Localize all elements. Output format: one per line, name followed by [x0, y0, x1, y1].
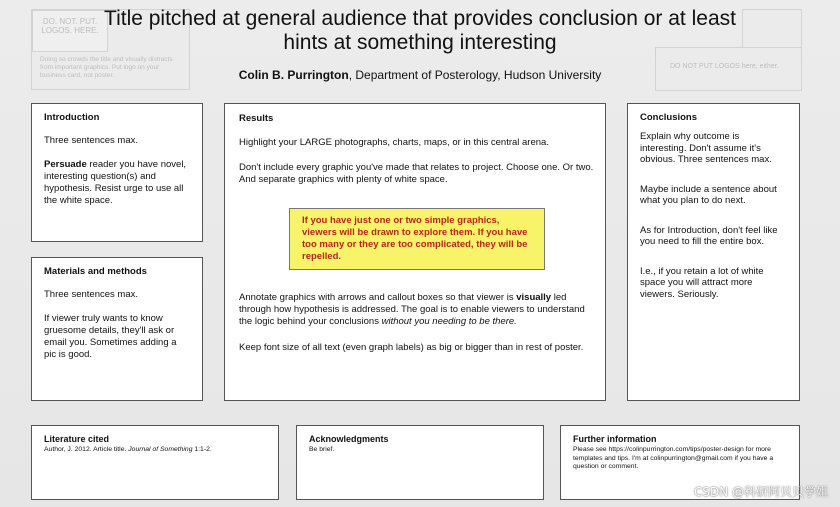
results-text-2: Don't include every graphic you've made that relates to project. Choose one. Or two. And separate graphics with plenty of white space. — [239, 162, 594, 185]
literature-text-a: Author, J. 2012. Article title. — [44, 446, 129, 453]
logo-placeholder-label: DO. NOT. PUT. LOGOS. HERE. — [32, 10, 108, 52]
conclusions-panel — [627, 103, 800, 401]
poster-title: Title pitched at general audience that provides conclusion or at least hints at something interesting — [104, 7, 736, 54]
methods-panel — [31, 257, 203, 401]
logo-placeholder-right-label: DO NOT PUT LOGOS here, either. — [670, 63, 779, 70]
literature-text — [44, 446, 266, 455]
literature-panel — [31, 425, 279, 500]
introduction-text-2 — [44, 159, 190, 207]
conclusions-text-2: Maybe include a sentence about what you plan to do next. — [640, 183, 777, 206]
poster-authors — [100, 68, 740, 82]
conclusions-text-1: Explain why outcome is interesting. Don't assume it's obvious. Three sentences max. — [640, 131, 772, 165]
methods-text-1: Three sentences max. — [44, 289, 138, 300]
further-info-heading: Further information — [573, 434, 657, 444]
author-name: Colin B. Purrington — [238, 68, 349, 82]
results-heading: Results — [239, 113, 274, 124]
watermark: CSDN @科研阿贝贝学姐 — [693, 485, 828, 499]
results-text-1: Highlight your LARGE photographs, charts, maps, or in this central arena. — [239, 137, 549, 148]
results-text-3-italic: without you needing to be there. — [381, 316, 517, 327]
literature-journal: Journal of Something — [128, 446, 193, 453]
methods-text-2: If viewer truly wants to know gruesome details, they'll ask or email you. Sometimes adding a pic is good. — [44, 313, 177, 360]
acknowledgments-text: Be brief. — [309, 446, 335, 453]
introduction-panel — [31, 103, 203, 242]
results-text-4: Keep font size of all text (even graph labels) as big or bigger than in rest of poster. — [239, 342, 584, 353]
literature-text-b: 1:1-2. — [192, 446, 212, 453]
results-callout-box: If you have just one or two simple graphics, viewers will be drawn to explore them. If you have too many or they are too complicated, they will be repelled. — [289, 208, 545, 270]
results-text-3-a: Annotate graphics with arrows and callout boxes so that viewer is — [239, 292, 517, 303]
results-panel — [224, 103, 606, 401]
author-affiliation: , Department of Posterology, Hudson University — [348, 68, 602, 82]
methods-heading: Materials and methods — [44, 266, 147, 277]
results-text-3 — [239, 292, 594, 328]
logo-placeholder-hint: Doing so crowds the title and visually distracts from important graphics. Put logo on your business card, not poster. — [40, 56, 173, 79]
conclusions-text-4: I.e., if you retain a lot of white space you will attract more viewers. Seriously. — [640, 265, 764, 300]
introduction-bold-word: Persuade — [44, 159, 87, 170]
conclusions-text-3: As for Introduction, don't feel like you need to fill the entire box. — [640, 224, 778, 247]
introduction-text-2-rest: reader you have novel, interesting question(s) and hypothesis. Resist urge to use all the white space. — [44, 159, 187, 206]
results-text-3-bold: visually — [516, 292, 552, 303]
logo-placeholder-right-tab — [742, 9, 802, 50]
conclusions-heading: Conclusions — [640, 112, 698, 123]
acknowledgments-panel — [296, 425, 544, 500]
further-info-text: Please see https://colinpurrington.com/tips/poster-design for more templates and tips. I'm at colinpurrington@gmail.com if you have a question or comment. — [573, 446, 774, 470]
introduction-heading: Introduction — [44, 112, 100, 123]
introduction-text-1: Three sentences max. — [44, 135, 138, 146]
acknowledgments-heading: Acknowledgments — [309, 434, 389, 444]
results-text-3-b: led through how hypothesis is addressed. The goal is to enable viewers to understand the logic behind your conclusions — [239, 292, 585, 327]
literature-heading: Literature cited — [44, 434, 110, 444]
